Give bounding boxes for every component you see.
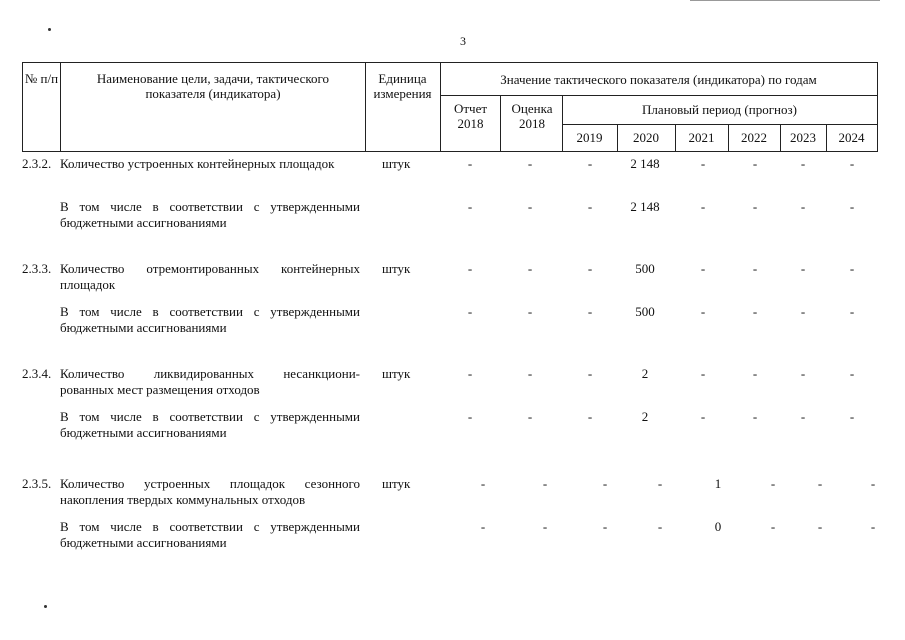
sub-indicator-value: - (467, 409, 473, 424)
unit: штук (382, 366, 411, 381)
indicator-value: - (700, 261, 706, 276)
header-year: 2021 (688, 130, 715, 145)
indicator-name: Количество ликвидированных несанкциони-рованных мест размещения отходов (60, 366, 360, 397)
header-plan: Плановый период (прогноз) (642, 102, 797, 117)
indicator-value: - (800, 261, 806, 276)
sub-indicator-value: - (849, 304, 855, 319)
indicator-value: 1 (714, 476, 722, 491)
header-values-title: Значение тактического показателя (индикатора) по годам (500, 72, 817, 87)
sub-indicator-value: - (587, 409, 593, 424)
sub-indicator-value: - (817, 519, 823, 534)
sub-indicator-value: - (752, 409, 758, 424)
unit: штук (382, 476, 411, 491)
sub-indicator-value: - (527, 199, 533, 214)
indicator-value: - (542, 476, 548, 491)
sub-indicator-value: - (700, 199, 706, 214)
indicator-value: - (527, 261, 533, 276)
indicator-value: - (480, 476, 486, 491)
header-estimate: Оценка 2018 (511, 101, 553, 131)
indicator-value: - (700, 366, 706, 381)
sub-indicator-value: - (800, 199, 806, 214)
indicator-value: - (587, 261, 593, 276)
header-year: 2022 (741, 130, 767, 145)
page-number: 3 (460, 34, 466, 48)
indicator-value: - (770, 476, 776, 491)
header-year: 2019 (576, 130, 603, 145)
header-report: Отчет 2018 (453, 101, 488, 131)
sub-indicator-value: - (752, 304, 758, 319)
indicator-value: - (752, 366, 758, 381)
scan-edge-line (690, 0, 880, 1)
sub-indicator-value: - (700, 304, 706, 319)
indicator-value: - (752, 156, 758, 171)
indicator-value: - (849, 156, 855, 171)
indicator-value: 2 (641, 366, 649, 381)
indicator-value: - (587, 156, 593, 171)
sub-indicator-value: - (870, 519, 876, 534)
indicator-value: - (467, 156, 473, 171)
indicator-value: - (817, 476, 823, 491)
sub-indicator-name: В том числе в соответствии с утвержденными бюджетными ассигнованиями (60, 409, 360, 440)
sub-indicator-value: - (467, 304, 473, 319)
row-number: 2.3.4. (22, 366, 52, 381)
sub-indicator-value: 2 (641, 409, 649, 424)
indicator-value: - (602, 476, 608, 491)
header-year: 2024 (838, 130, 865, 145)
row-number: 2.3.5. (22, 476, 52, 491)
indicator-name: Количество устроенных контейнерных площадок (60, 156, 335, 171)
unit: штук (382, 261, 411, 276)
indicator-value: - (467, 261, 473, 276)
sub-indicator-value: - (480, 519, 486, 534)
indicator-value: - (527, 156, 533, 171)
sub-indicator-value: - (849, 199, 855, 214)
scan-speck (48, 28, 51, 31)
sub-indicator-value: - (849, 409, 855, 424)
indicator-value: 2 148 (630, 156, 660, 171)
sub-indicator-value: 500 (635, 304, 655, 319)
sub-indicator-name: В том числе в соответствии с утвержденными бюджетными ассигнованиями (60, 304, 360, 335)
sub-indicator-value: - (657, 519, 663, 534)
row-number: 2.3.2. (22, 156, 52, 171)
indicator-value: - (752, 261, 758, 276)
indicator-value: - (587, 366, 593, 381)
sub-indicator-value: 0 (714, 519, 722, 534)
header-name: Наименование цели, задачи, тактического показателя (индикатора) (96, 71, 330, 101)
header-num: № п/п (24, 71, 59, 86)
sub-indicator-value: - (527, 304, 533, 319)
indicator-value: - (870, 476, 876, 491)
indicator-value: - (800, 366, 806, 381)
indicator-value: 500 (635, 261, 655, 276)
table-header (22, 62, 878, 152)
sub-indicator-value: - (467, 199, 473, 214)
sub-indicator-name: В том числе в соответствии с утвержденными бюджетными ассигнованиями (60, 199, 360, 230)
sub-indicator-value: - (770, 519, 776, 534)
sub-indicator-value: - (587, 304, 593, 319)
sub-indicator-name: В том числе в соответствии с утвержденными бюджетными ассигнованиями (60, 519, 360, 550)
indicator-name: Количество отремонтированных контейнерных площадок (60, 261, 360, 292)
sub-indicator-value: - (800, 409, 806, 424)
indicator-value: - (657, 476, 663, 491)
indicator-value: - (800, 156, 806, 171)
sub-indicator-value: - (752, 199, 758, 214)
indicator-name: Количество устроенных площадок сезонного накопления твердых коммунальных отходов (60, 476, 360, 507)
sub-indicator-value: - (700, 409, 706, 424)
sub-indicator-value: - (800, 304, 806, 319)
sub-indicator-value: - (602, 519, 608, 534)
unit: штук (382, 156, 411, 171)
indicator-value: - (700, 156, 706, 171)
sub-indicator-value: - (587, 199, 593, 214)
sub-indicator-value: - (542, 519, 548, 534)
indicator-value: - (849, 366, 855, 381)
indicator-value: - (849, 261, 855, 276)
row-number: 2.3.3. (22, 261, 52, 276)
header-unit: Единица измерения (373, 71, 432, 101)
header-year: 2020 (633, 130, 659, 145)
indicator-value: - (527, 366, 533, 381)
sub-indicator-value: - (527, 409, 533, 424)
scan-speck (44, 605, 47, 608)
sub-indicator-value: 2 148 (630, 199, 660, 214)
indicator-value: - (467, 366, 473, 381)
header-year: 2023 (790, 130, 816, 145)
